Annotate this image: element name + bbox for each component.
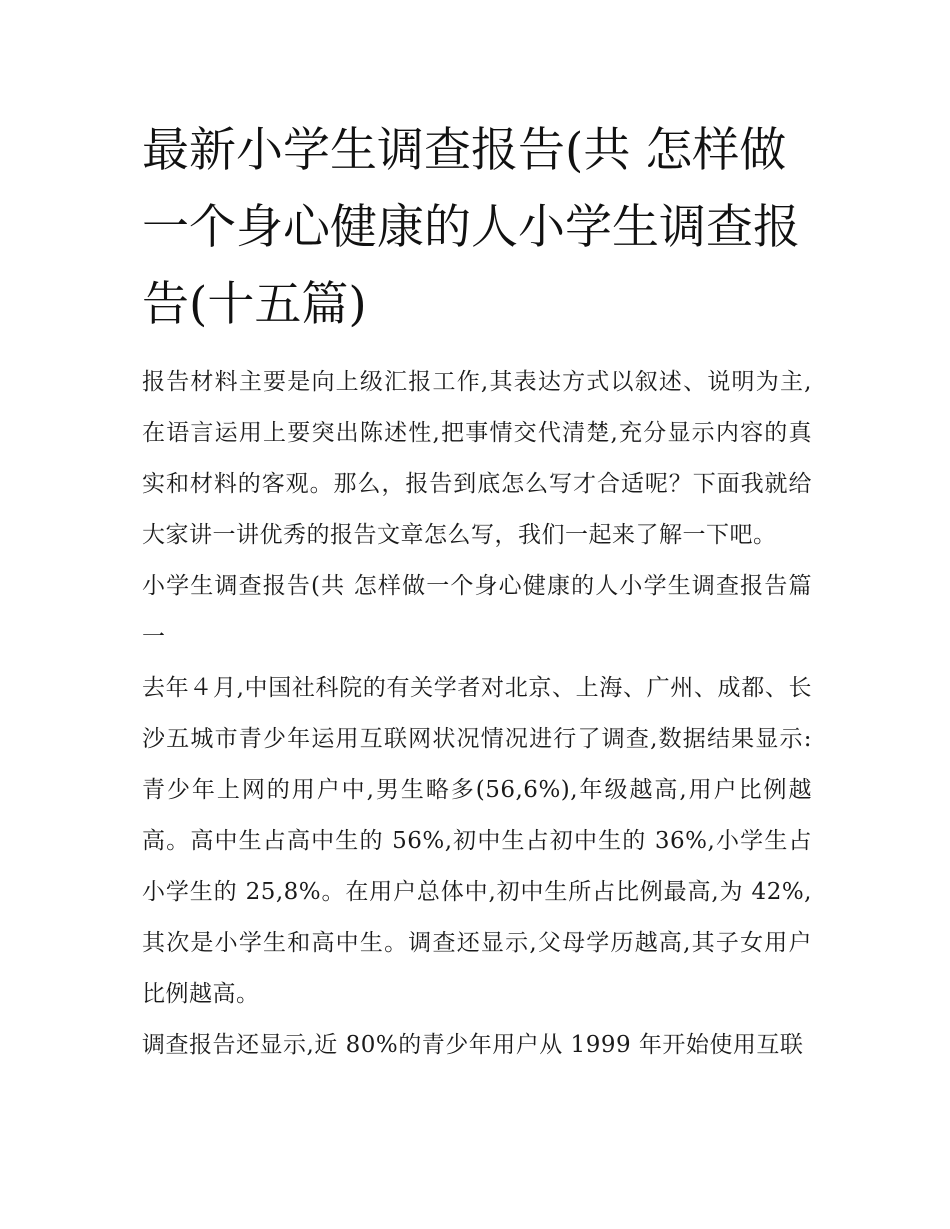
document-page <box>142 112 812 1071</box>
section-heading: 小学生调查报告(共 怎样做一个身心健康的人小学生调查报告篇一 <box>142 573 812 650</box>
document-title: 最新小学生调查报告(共 怎样做一个身心健康的人小学生调查报告(十五篇) <box>142 123 800 332</box>
body-paragraph: 去年４月,中国社科院的有关学者对北京、上海、广州、成都、长沙五城市青少年运用互联网状况情况进行了调查,数据结果显示:青少年上网的用户中,男生略多(56,6%),年级越高,用户比例越高。高中生占高中生的 56%,初中生占初中生的 36%,小学生占小学生的 25,8%。在用户总体中,初中生所占比例最高,为 42%,其次是小学生和高中生。调查还显示,父母学历越高,其子女用户比例越高。 <box>142 675 812 1007</box>
body-paragraph: 调查报告还显示,近 80%的青少年用户从 1999 年开始使用互联 <box>142 1032 804 1058</box>
intro-paragraph: 报告材料主要是向上级汇报工作,其表达方式以叙述、说明为主,在语言运用上要突出陈述性,把事情交代清楚,充分显示内容的真实和材料的客观。那么，报告到底怎么写才合适呢？下面我就给大家讲一讲优秀的报告文章怎么写，我们一起来了解一下吧。 <box>142 369 812 548</box>
